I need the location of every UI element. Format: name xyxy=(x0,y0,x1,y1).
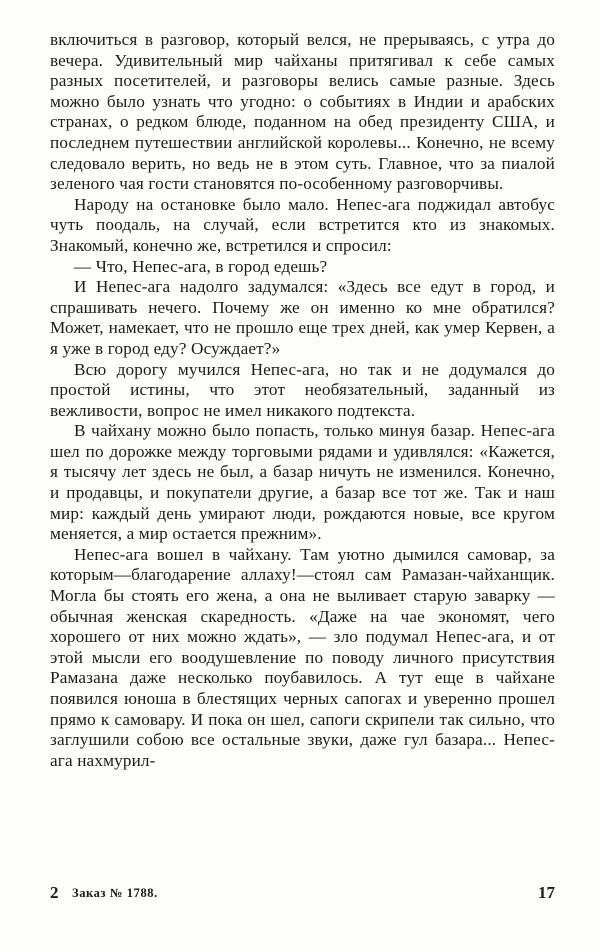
paragraph-bus-stop: Народу на остановке было мало. Непес-ага поджидал автобус чуть поодаль, на случай, если встретится кто из знакомых. Знакомый, конечно же, встретился и спросил: xyxy=(50,194,555,255)
paragraph-continuation: включиться в разговор, который велся, не прерываясь, с утра до вечера. Удивительный мир чайханы притягивал к себе самых разных посетителей, и разговоры велись самые разные. Здесь можно было узнать что угодно: о событиях в Индии и арабских странах, о редком блюде, поданном на обед президенту США, и последнем путешествии английской королевы... Конечно, не всему следовало верить, но ведь не в этом суть. Главное, что за пиалой зеленого чая гости становятся по-особенному разговорчивы. xyxy=(50,30,555,194)
paragraph-bazaar: В чайхану можно было попасть, только минуя базар. Непес-ага шел по дорожке между торговыми рядами и удивлялся: «Кажется, я тысячу лет здесь не был, а базар ничуть не изменился. Конечно, и продавцы, и покупатели другие, а базар все тот же. Так и наш мир: каждый день умирают люди, рождаются новые, все кругом меняется, а мир остается прежним». xyxy=(50,421,555,544)
paragraph-journey: Всю дорогу мучился Непес-ага, но так и не додумался до простой истины, что этот необязательный, заданный из вежливости, вопрос не имел никакого подтекста. xyxy=(50,359,555,420)
paragraph-thoughts: И Непес-ага надолго задумался: «Здесь все едут в город, и спрашивать нечего. Почему же он именно ко мне обратился? Может, намекает, что не прошло еще трех дней, как умер Кервен, а я уже в город еду? Осуждает?» xyxy=(50,277,555,358)
paragraph-chaikhana: Непес-ага вошел в чайхану. Там уютно дымился самовар, за которым—благодарение аллаху!—стоял сам Рамазан-чайханщик. Могла бы стоять его жена, а она не выливает старую заварку — обычная женская скаредность. «Даже на чае экономят, чего хорошего от них можно ждать», — зло подумал Непес-ага, и от этой мысли его воодушевление по поводу личного присутствия Рамазана даже несколько поубавилось. А тут еще в чайхане появился юноша в блестящих черных сапогах и уверенно прошел прямо к самовару. И пока он шел, сапоги скрипели так сильно, что заглушили собою все остальные звуки, даже гул базара... Непес-ага нахмурил- xyxy=(50,544,555,770)
body-text xyxy=(50,30,555,771)
page-number: 17 xyxy=(538,883,555,902)
print-order-note: Заказ № 1788. xyxy=(72,886,158,900)
dialogue-line: — Что, Непес-ага, в город едешь? xyxy=(74,256,328,276)
page-footer xyxy=(50,883,555,907)
signature-number: 2 xyxy=(50,883,59,902)
